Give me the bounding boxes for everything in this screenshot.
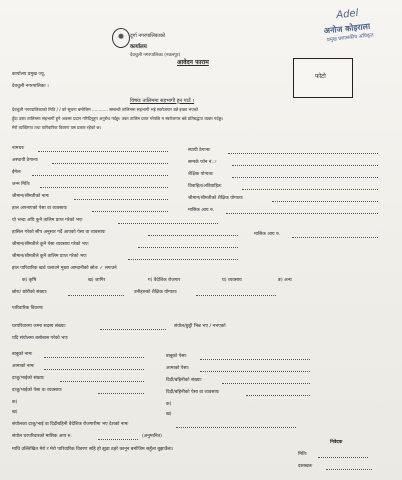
applicant-title: निवेदक xyxy=(330,440,343,445)
abroad-country-label: संयोलका दाजु/भाई वा दिदीबहिनी वैदेशिक रोजगारीमा भए देशको नामः xyxy=(12,422,129,427)
monthly-income-label: मासिक आय रु. xyxy=(188,208,215,213)
option-job[interactable]: ख) जागिर xyxy=(88,278,106,283)
official-stamp xyxy=(322,5,394,56)
dob-label: जन्म मितिः xyxy=(12,182,30,187)
children-education-field[interactable] xyxy=(196,290,276,296)
header-line-2: कार्यालय xyxy=(130,44,147,50)
signature-date-label: मितिः xyxy=(298,452,307,457)
occupation-label: हाल अपनाएको पेसा वा व्यवसायः xyxy=(12,206,68,211)
photo-label: फोटो xyxy=(315,73,326,80)
temp-address-label: अस्थायी ठेगानाः xyxy=(12,158,38,163)
sister-business-field[interactable] xyxy=(246,390,310,396)
phone-label: सम्पर्क फोन नं.ः xyxy=(188,160,217,165)
skill-business-label: हासिल गरेको सीप अनुसार गर्दै आएको पेसा वा व्यवसायः xyxy=(12,230,106,235)
subject-line: विषयः तालिममा सहभागी हुन पाउँ । xyxy=(130,98,195,104)
occupation-field[interactable] xyxy=(92,206,168,212)
spouse-education-label: श्रीमान/श्रीमतीको शैक्षिक योग्यताः xyxy=(188,196,243,201)
spouse-name-label: श्रीमान/श्रीमतीको नामः xyxy=(12,194,50,199)
email-label: ईमेलः xyxy=(12,170,22,175)
brothers-count-label: दाजु/भाईको संख्याः xyxy=(12,376,45,381)
prev-training-label: यो भन्दा अघि कुनै तालिम प्राप्त गरेको भएः xyxy=(12,218,83,223)
estimated-note: (अनुमानित) xyxy=(142,434,162,439)
if-joint-family-label: यदि संयोलमा बसोबास गरेको भएः xyxy=(12,336,68,341)
monthly-income-field[interactable] xyxy=(226,208,378,214)
option-business[interactable]: घ) व्यवसाय xyxy=(222,278,242,283)
option-agriculture[interactable]: क) कृषि xyxy=(22,278,37,283)
option-other[interactable]: ङ) अन्य xyxy=(278,278,292,283)
temp-address-field[interactable] xyxy=(52,158,168,164)
family-monthly-income-label: संयोल घरपरिवारको मासिक आय रु. xyxy=(12,434,72,439)
brother-business-label: दाजु/भाईको पेसा वा व्यवसायः xyxy=(12,388,62,393)
sister-item-ka: क) xyxy=(166,402,172,407)
marital-status-label: विवाहित/अविवाहितः xyxy=(188,184,222,189)
header-line-3: देवचुली नगरपालिका (नवलपुर) xyxy=(130,53,181,58)
spouse-name-field[interactable] xyxy=(74,194,168,200)
perm-address-label: स्थायी ठेगानाः xyxy=(188,148,211,153)
email-field[interactable] xyxy=(32,170,168,176)
intro-line-3: मेरो व्यक्तिगत तथा पारिवारिक विवरण यस प्रकार रहेको छ। xyxy=(12,125,102,130)
stamp-title: प्रमुख प्रशासकीय अधिकृत xyxy=(326,32,374,44)
stamp-name: अनोज कोइराला xyxy=(323,21,371,36)
brother-item-ka: क) xyxy=(12,400,18,405)
header-line-1: दूर्गा नगरपालिकाको xyxy=(130,33,166,39)
father-business-label: बाबुको पेसाः xyxy=(166,354,187,359)
family-monthly-income-field[interactable] xyxy=(98,434,138,440)
form-title: आवेदन फाराम xyxy=(177,59,209,66)
abroad-country-field[interactable] xyxy=(176,422,296,428)
sisters-count-label: दिदी/बहिनीको संख्याः xyxy=(166,378,202,383)
brother-item-kha: ख) xyxy=(12,410,18,415)
family-details-label: पारिवारिक विवरणः xyxy=(12,306,44,311)
intro-line-2: हुँदा उक्त तालिममा सहभागी हुने अवसर प्रदान गरिदिनुहुन अनुरोध गर्दछु। उक्त तालिम प्राप्त गरेपछि म स्वरोजगार बन्ने प्रतिबद्धता व्यक्त गर्दछु। xyxy=(12,116,224,121)
children-count-field[interactable] xyxy=(68,290,124,296)
spouse-education-field[interactable] xyxy=(272,196,378,202)
household-members-label: घरपरिवारमा जम्मा सदस्य संख्याः xyxy=(12,324,66,329)
brother-business-field[interactable] xyxy=(98,388,144,394)
income-2-field[interactable] xyxy=(292,232,378,238)
skill-business-field[interactable] xyxy=(148,230,238,236)
name-field[interactable] xyxy=(38,146,168,152)
perm-address-field[interactable] xyxy=(228,148,378,154)
signature-field[interactable] xyxy=(326,464,372,470)
children-education-label: उनीहरुको शैक्षिक योग्यताः xyxy=(134,290,177,295)
sister-item-kha: ख) xyxy=(166,412,172,417)
spouse-business-field[interactable] xyxy=(138,242,238,248)
marital-status-field[interactable] xyxy=(242,184,378,190)
joint-family-label: संयोल/छुट्टी भिन्न भए / नभएको xyxy=(174,324,226,329)
spouse-business-label: श्रीमान/श्रीमतीले कुनै पेसा व्यवसाय गरेको भएः xyxy=(12,242,89,247)
addressee-line-2: देवचुली नगरपालिका । xyxy=(12,84,49,89)
mother-name-field[interactable] xyxy=(44,364,144,370)
addressee-line-1: कार्यालय प्रमुख ज्यू, xyxy=(12,72,46,77)
declaration-text: माथि उल्लिखित मेरो र मेरो पारिवारिक विवरण सहि हो झुठा ठहरे कानून बमोजिम सहुँला बुझाउँला। xyxy=(12,447,174,452)
household-members-field[interactable] xyxy=(100,324,166,330)
brothers-count-field[interactable] xyxy=(60,376,144,382)
name-label: नामथरः xyxy=(12,146,25,151)
signature-label: दस्तखतः xyxy=(298,464,313,469)
intro-line-1: देवचुली नगरपालिकाको मिति / / को सूचना बमोजिम ............ सम्बन्धी तालिममा सहभागी भई स्वरोजगार बन्ने इच्छा भएको xyxy=(12,107,198,112)
stamp-signature: Adel xyxy=(335,7,359,22)
education-field[interactable] xyxy=(232,172,378,178)
education-label: शैक्षिक योग्यताः xyxy=(188,172,214,177)
signature-date-field[interactable] xyxy=(318,452,368,458)
mother-business-field[interactable] xyxy=(200,366,310,372)
family-income-source-label: हाल पारिवारिक खर्च चलाउने मुख्य आम्दानीको स्रोतः ✓ लगाउने xyxy=(12,266,117,271)
father-name-field[interactable] xyxy=(44,352,144,358)
sister-business-label: दिदी/बहिनीको पेसा वा व्यवसायः xyxy=(166,390,220,395)
option-foreign-employment[interactable]: ग) वैदेशिक रोजगार xyxy=(148,278,181,283)
father-name-label: बाबुको नामः xyxy=(12,352,33,357)
mother-business-label: आमाको पेसाः xyxy=(166,366,189,371)
prev-training-field[interactable] xyxy=(118,218,218,224)
dob-field[interactable] xyxy=(40,182,168,188)
sisters-count-field[interactable] xyxy=(222,378,310,384)
spouse-training-field[interactable] xyxy=(128,254,238,260)
government-emblem-icon xyxy=(112,28,130,48)
spouse-training-label: श्रीमान/श्रीमतीले कुनै तालिम प्राप्त गरेको भएः xyxy=(12,254,87,259)
father-business-field[interactable] xyxy=(200,354,310,360)
mother-name-label: आमाको नामः xyxy=(12,364,35,369)
children-count-label: छोरा/ छोरीको संख्याः xyxy=(12,290,47,295)
phone-field[interactable] xyxy=(232,160,378,166)
income-2-label: मासिक आय रु. xyxy=(254,232,281,237)
